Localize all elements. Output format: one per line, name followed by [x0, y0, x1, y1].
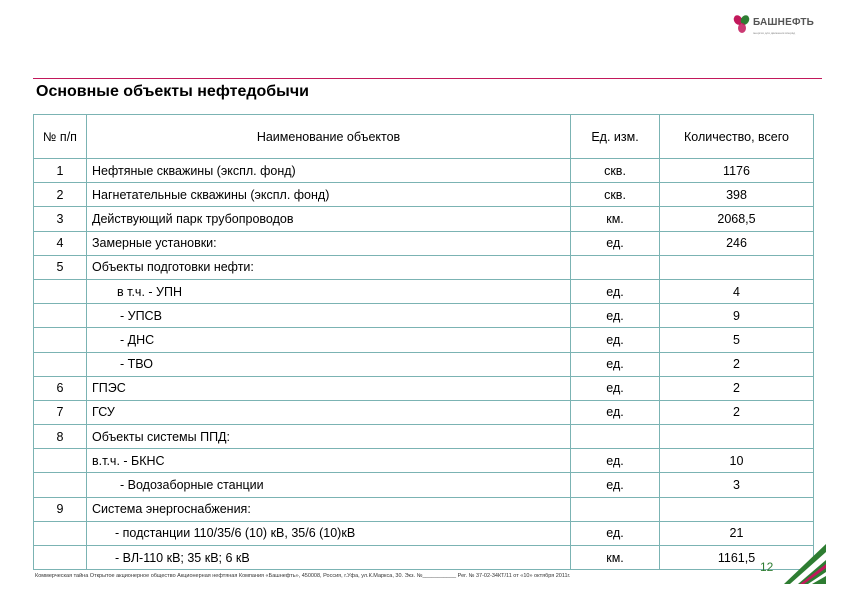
row-name: ГПЭС — [87, 376, 571, 400]
row-unit: ед. — [571, 279, 660, 303]
row-quantity: 246 — [660, 231, 814, 255]
row-quantity — [660, 425, 814, 449]
page-number: 12 — [760, 560, 774, 574]
row-quantity: 1176 — [660, 159, 814, 183]
row-number — [34, 328, 87, 352]
row-unit: км. — [571, 546, 660, 570]
logo-flower-icon — [733, 14, 751, 34]
row-unit: ед. — [571, 473, 660, 497]
row-unit: ед. — [571, 400, 660, 424]
row-name: - подстанции 110/35/6 (10) кВ, 35/6 (10)кВ — [87, 521, 571, 545]
row-unit: скв. — [571, 159, 660, 183]
row-quantity: 2 — [660, 376, 814, 400]
row-unit: ед. — [571, 376, 660, 400]
row-unit: ед. — [571, 328, 660, 352]
row-number: 4 — [34, 231, 87, 255]
row-name: ГСУ — [87, 400, 571, 424]
table-row — [34, 279, 814, 303]
row-name: в т.ч. - УПН — [87, 279, 571, 303]
row-quantity: 2068,5 — [660, 207, 814, 231]
page-title: Основные объекты нефтедобычи — [36, 83, 309, 100]
table-row — [34, 328, 814, 352]
table-row — [34, 425, 814, 449]
row-unit: ед. — [571, 521, 660, 545]
row-unit: ед. — [571, 304, 660, 328]
logo-text: БАШНЕФТЬ — [753, 17, 815, 28]
row-quantity — [660, 497, 814, 521]
table-row — [34, 231, 814, 255]
row-quantity: 21 — [660, 521, 814, 545]
row-name: - УПСВ — [87, 304, 571, 328]
table-row — [34, 207, 814, 231]
row-name: - ТВО — [87, 352, 571, 376]
row-name: Объекты системы ППД: — [87, 425, 571, 449]
row-quantity: 2 — [660, 400, 814, 424]
row-quantity: 3 — [660, 473, 814, 497]
row-quantity: 5 — [660, 328, 814, 352]
table-row — [34, 352, 814, 376]
corner-stripes-decoration — [776, 534, 826, 584]
row-name: в.т.ч. - БКНС — [87, 449, 571, 473]
row-number — [34, 449, 87, 473]
company-logo — [733, 14, 828, 44]
row-number: 5 — [34, 255, 87, 279]
table-row — [34, 304, 814, 328]
row-number: 9 — [34, 497, 87, 521]
row-name: - Водозаборные станции — [87, 473, 571, 497]
table-row — [34, 376, 814, 400]
table-row — [34, 255, 814, 279]
row-number — [34, 279, 87, 303]
row-name: Замерные установки: — [87, 231, 571, 255]
confidentiality-footer: Коммерческая тайна Открытое акционерное общество Акционерная нефтяная Компания «Башнефть», 450008, Россия, г.Уфа, ул.К.Маркса, 30. Экз. №___________ Рег. № 37-02-34КТ/11 от «10» октября 2011г. — [35, 573, 571, 579]
row-unit: ед. — [571, 352, 660, 376]
row-number — [34, 473, 87, 497]
row-number: 2 — [34, 183, 87, 207]
table-row — [34, 546, 814, 570]
row-number — [34, 546, 87, 570]
table-row — [34, 400, 814, 424]
table-row — [34, 183, 814, 207]
row-name: Система энергоснабжения: — [87, 497, 571, 521]
table-header-row — [34, 115, 814, 159]
header-unit: Ед. изм. — [571, 115, 660, 159]
objects-table — [33, 114, 814, 570]
row-unit: км. — [571, 207, 660, 231]
header-quantity: Количество, всего — [660, 115, 814, 159]
row-quantity: 2 — [660, 352, 814, 376]
header-rule — [33, 78, 822, 79]
row-quantity: 4 — [660, 279, 814, 303]
logo-tagline: энергия для движения вперёд — [753, 31, 796, 35]
row-name: Действующий парк трубопроводов — [87, 207, 571, 231]
row-number: 8 — [34, 425, 87, 449]
row-name: Нагнетательные скважины (экспл. фонд) — [87, 183, 571, 207]
row-number: 1 — [34, 159, 87, 183]
row-number: 7 — [34, 400, 87, 424]
header-number: № п/п — [34, 115, 87, 159]
header-name: Наименование объектов — [87, 115, 571, 159]
row-quantity — [660, 255, 814, 279]
row-unit: ед. — [571, 231, 660, 255]
table-row — [34, 497, 814, 521]
table-row — [34, 521, 814, 545]
row-unit — [571, 425, 660, 449]
row-quantity: 9 — [660, 304, 814, 328]
row-number: 6 — [34, 376, 87, 400]
table-row — [34, 449, 814, 473]
row-quantity: 398 — [660, 183, 814, 207]
table-row — [34, 159, 814, 183]
row-quantity: 10 — [660, 449, 814, 473]
row-name: Нефтяные скважины (экспл. фонд) — [87, 159, 571, 183]
row-number — [34, 521, 87, 545]
row-unit — [571, 497, 660, 521]
row-number: 3 — [34, 207, 87, 231]
table-row — [34, 473, 814, 497]
row-name: Объекты подготовки нефти: — [87, 255, 571, 279]
row-unit — [571, 255, 660, 279]
row-unit: ед. — [571, 449, 660, 473]
row-quantity: 1161,5 — [660, 546, 814, 570]
row-number — [34, 352, 87, 376]
row-number — [34, 304, 87, 328]
row-name: - ВЛ-110 кВ; 35 кВ; 6 кВ — [87, 546, 571, 570]
row-name: - ДНС — [87, 328, 571, 352]
row-unit: скв. — [571, 183, 660, 207]
